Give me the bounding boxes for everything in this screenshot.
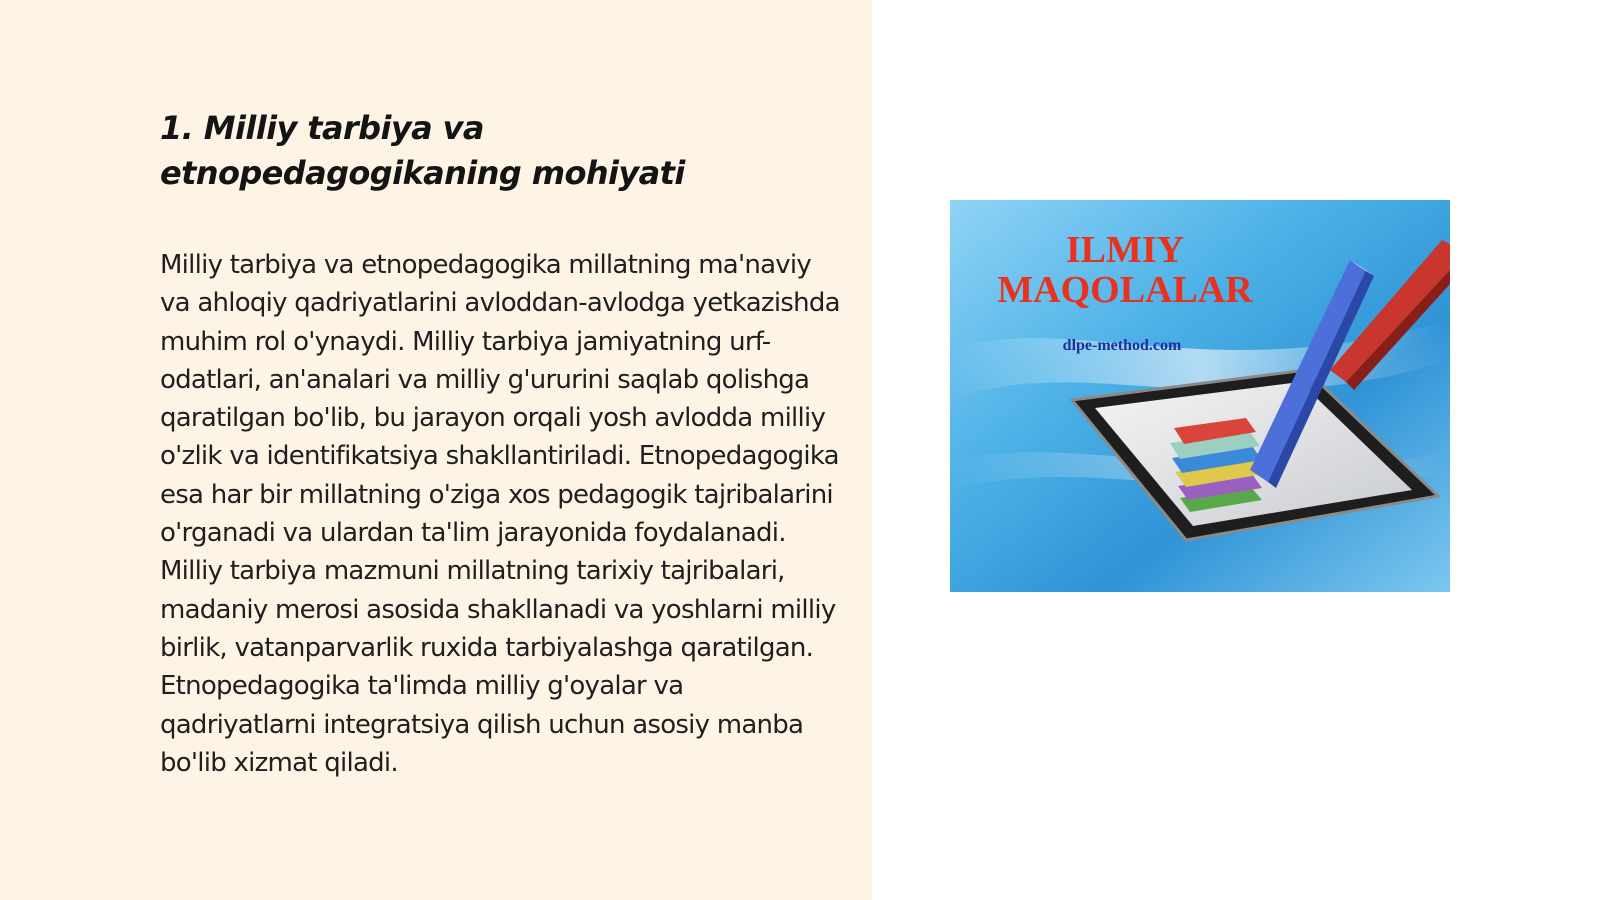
illustration-svg [950, 200, 1450, 592]
slide-body-text: Milliy tarbiya va etnopedagogika millatning ma'naviy va ahloqiy qadriyatlarini avloddan-avlodga yetkazishda muhim rol o'ynaydi. Milliy tarbiya jamiyatning urf-odatlari, an'analari va milliy g'ururini saqlab qolishga qaratilgan bo'lib, bu jarayon orqali yosh avlodda milliy o'zlik va identifikatsiya shakllantiriladi. Etnopedagogika esa har bir millatning o'ziga xos pedagogik tajribalarini o'rganadi va ulardan ta'lim jarayonida foydalanadi. Milliy tarbiya mazmuni millatning tarixiy tajribalari, madaniy merosi asosida shakllanadi va yoshlarni milliy birlik, vatanparvarlik ruxida tarbiyalashga qaratilgan. Etnopedagogika ta'limda milliy g'oyalar va qadriyatlarni integratsiya qilish uchun asosiy manba bo'lib xizmat qiladi. [160, 250, 840, 778]
article-illustration [950, 200, 1450, 592]
figure-title-line2: MAQOLALAR [997, 269, 1253, 311]
figure-title-line1: ILMIY [1065, 229, 1185, 271]
figure-website: dlpe-method.com [1062, 337, 1182, 354]
book-stack [1170, 418, 1264, 512]
slide-heading: 1. Milliy tarbiya va etnopedagogikaning mohiyati [160, 109, 685, 192]
